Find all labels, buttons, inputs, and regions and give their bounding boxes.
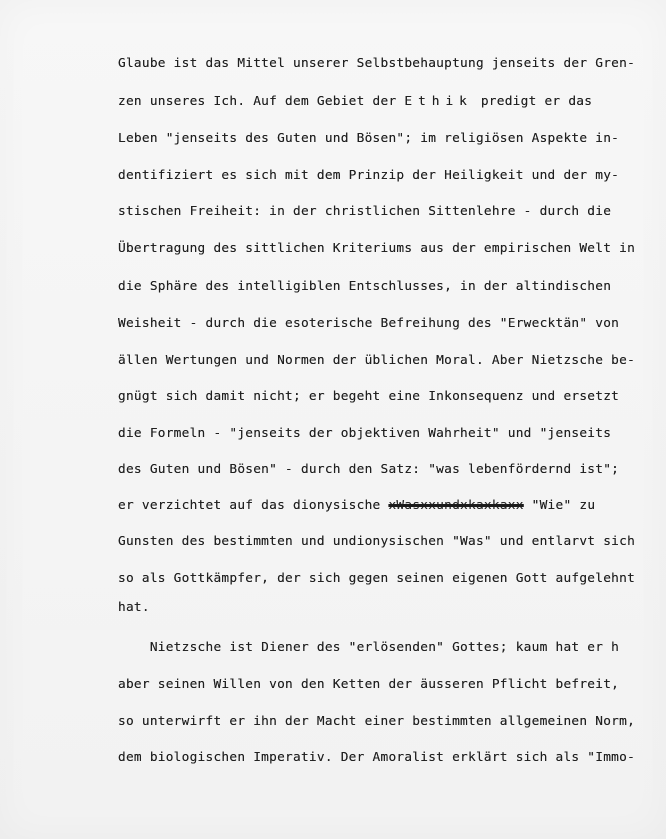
text-line-20: dem biologischen Imperativ. Der Amoralist erklärt sich als "Immo-: [118, 750, 636, 765]
text-line-19: so unterwirft er ihn der Macht einer bestimmten allgemeinen Norm,: [118, 714, 636, 729]
text-line-9: ällen Wertungen und Normen der üblichen Moral. Aber Nietzsche be-: [118, 353, 636, 368]
text-line-18: aber seinen Willen von den Ketten der äusseren Pflicht befreit,: [118, 677, 620, 692]
text-line-2: zen unseres Ich. Auf dem Gebiet der Ethik predigt er das: [118, 94, 593, 109]
text-line-3: Leben "jenseits des Guten und Bösen"; im religiösen Aspekte in-: [118, 131, 620, 146]
text-line-1: Glaube ist das Mittel unserer Selbstbehauptung jenseits der Gren-: [118, 56, 636, 71]
struck-out-typing: xWasxxundxkaxkaxx: [388, 498, 524, 513]
text-line-11: die Formeln - "jenseits der objektiven Wahrheit" und "jenseits: [118, 426, 612, 441]
text-line-6: Übertragung des sittlichen Kriteriums aus der empirischen Welt in: [118, 241, 636, 256]
text-line-17: Nietzsche ist Diener des "erlösenden" Gottes; kaum hat er h: [118, 640, 620, 655]
text-line-12: des Guten und Bösen" - durch den Satz: "was lebenfördernd ist";: [118, 462, 620, 477]
text-line-5: stischen Freiheit: in der christlichen Sittenlehre - durch die: [118, 204, 612, 219]
text-line-4: dentifiziert es sich mit dem Prinzip der Heiligkeit und der my-: [118, 168, 620, 183]
text-line-8: Weisheit - durch die esoterische Befreihung des "Erwecktän" von: [118, 316, 620, 331]
text-line-7: die Sphäre des intelligiblen Entschlusses, in der altindischen: [118, 279, 612, 294]
text-line-16: hat.: [118, 600, 150, 615]
spaced-word-ethik: Ethik: [404, 94, 473, 109]
text-line-13: er verzichtet auf das dionysische xWasxxundxkaxkaxx "Wie" zu: [118, 498, 596, 513]
text-line-15: so als Gottkämpfer, der sich gegen seinen eigenen Gott aufgelehnt: [118, 571, 636, 586]
text-line-14: Gunsten des bestimmten und undionysischen "Was" und entlarvt sich: [118, 534, 636, 549]
text-line-10: gnügt sich damit nicht; er begeht eine Inkonsequenz und ersetzt: [118, 389, 620, 404]
